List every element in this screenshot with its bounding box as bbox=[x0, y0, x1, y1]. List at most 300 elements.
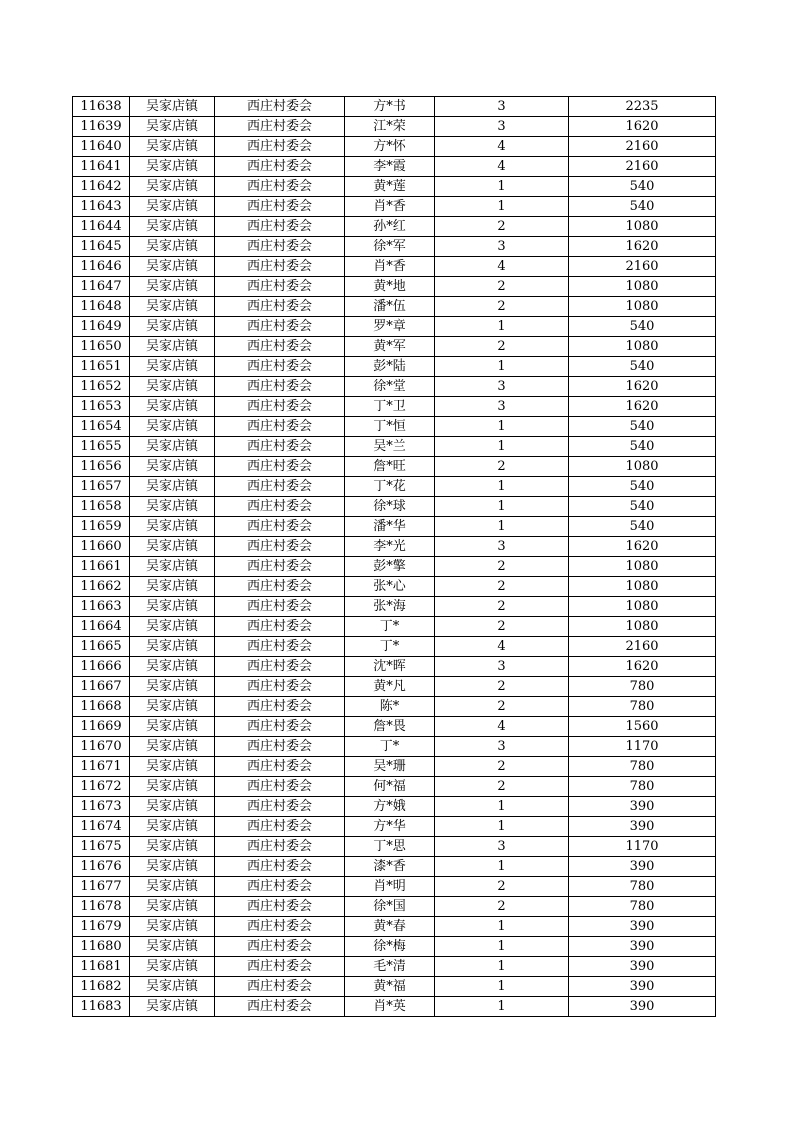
village-cell: 西庄村委会 bbox=[215, 397, 345, 417]
amount-cell: 540 bbox=[569, 417, 716, 437]
amount-cell: 540 bbox=[569, 177, 716, 197]
village-cell: 西庄村委会 bbox=[215, 437, 345, 457]
name-cell: 毛*清 bbox=[345, 957, 435, 977]
amount-cell: 1080 bbox=[569, 597, 716, 617]
row-id-cell: 11679 bbox=[73, 917, 130, 937]
row-id-cell: 11651 bbox=[73, 357, 130, 377]
town-cell: 吴家店镇 bbox=[130, 537, 215, 557]
village-cell: 西庄村委会 bbox=[215, 357, 345, 377]
row-id-cell: 11669 bbox=[73, 717, 130, 737]
town-cell: 吴家店镇 bbox=[130, 937, 215, 957]
amount-cell: 2235 bbox=[569, 97, 716, 117]
household-count-cell: 2 bbox=[435, 677, 569, 697]
name-cell: 丁*卫 bbox=[345, 397, 435, 417]
name-cell: 何*福 bbox=[345, 777, 435, 797]
name-cell: 罗*章 bbox=[345, 317, 435, 337]
village-cell: 西庄村委会 bbox=[215, 777, 345, 797]
amount-cell: 2160 bbox=[569, 157, 716, 177]
roster-table bbox=[72, 96, 716, 1017]
row-id-cell: 11641 bbox=[73, 157, 130, 177]
town-cell: 吴家店镇 bbox=[130, 357, 215, 377]
table-row bbox=[73, 417, 716, 437]
row-id-cell: 11656 bbox=[73, 457, 130, 477]
household-count-cell: 2 bbox=[435, 297, 569, 317]
table-row bbox=[73, 857, 716, 877]
household-count-cell: 2 bbox=[435, 277, 569, 297]
town-cell: 吴家店镇 bbox=[130, 997, 215, 1017]
table-row bbox=[73, 817, 716, 837]
row-id-cell: 11644 bbox=[73, 217, 130, 237]
household-count-cell: 1 bbox=[435, 797, 569, 817]
amount-cell: 1560 bbox=[569, 717, 716, 737]
household-count-cell: 4 bbox=[435, 717, 569, 737]
name-cell: 徐*球 bbox=[345, 497, 435, 517]
table-row bbox=[73, 617, 716, 637]
village-cell: 西庄村委会 bbox=[215, 657, 345, 677]
household-count-cell: 1 bbox=[435, 997, 569, 1017]
name-cell: 张*心 bbox=[345, 577, 435, 597]
row-id-cell: 11678 bbox=[73, 897, 130, 917]
amount-cell: 1080 bbox=[569, 277, 716, 297]
village-cell: 西庄村委会 bbox=[215, 757, 345, 777]
name-cell: 张*海 bbox=[345, 597, 435, 617]
town-cell: 吴家店镇 bbox=[130, 437, 215, 457]
household-count-cell: 2 bbox=[435, 577, 569, 597]
household-count-cell: 1 bbox=[435, 477, 569, 497]
table-row bbox=[73, 797, 716, 817]
row-id-cell: 11649 bbox=[73, 317, 130, 337]
village-cell: 西庄村委会 bbox=[215, 717, 345, 737]
table-row bbox=[73, 657, 716, 677]
row-id-cell: 11681 bbox=[73, 957, 130, 977]
village-cell: 西庄村委会 bbox=[215, 177, 345, 197]
household-count-cell: 2 bbox=[435, 337, 569, 357]
row-id-cell: 11655 bbox=[73, 437, 130, 457]
village-cell: 西庄村委会 bbox=[215, 297, 345, 317]
name-cell: 彭*陆 bbox=[345, 357, 435, 377]
table-row bbox=[73, 697, 716, 717]
town-cell: 吴家店镇 bbox=[130, 177, 215, 197]
household-count-cell: 1 bbox=[435, 357, 569, 377]
household-count-cell: 3 bbox=[435, 117, 569, 137]
village-cell: 西庄村委会 bbox=[215, 857, 345, 877]
town-cell: 吴家店镇 bbox=[130, 737, 215, 757]
village-cell: 西庄村委会 bbox=[215, 237, 345, 257]
town-cell: 吴家店镇 bbox=[130, 297, 215, 317]
row-id-cell: 11666 bbox=[73, 657, 130, 677]
amount-cell: 1620 bbox=[569, 397, 716, 417]
town-cell: 吴家店镇 bbox=[130, 137, 215, 157]
name-cell: 徐*堂 bbox=[345, 377, 435, 397]
name-cell: 徐*梅 bbox=[345, 937, 435, 957]
amount-cell: 2160 bbox=[569, 637, 716, 657]
amount-cell: 1080 bbox=[569, 457, 716, 477]
row-id-cell: 11654 bbox=[73, 417, 130, 437]
row-id-cell: 11663 bbox=[73, 597, 130, 617]
household-count-cell: 1 bbox=[435, 817, 569, 837]
table-row bbox=[73, 257, 716, 277]
amount-cell: 390 bbox=[569, 957, 716, 977]
village-cell: 西庄村委会 bbox=[215, 257, 345, 277]
row-id-cell: 11657 bbox=[73, 477, 130, 497]
town-cell: 吴家店镇 bbox=[130, 237, 215, 257]
village-cell: 西庄村委会 bbox=[215, 997, 345, 1017]
amount-cell: 780 bbox=[569, 677, 716, 697]
table-row bbox=[73, 737, 716, 757]
village-cell: 西庄村委会 bbox=[215, 617, 345, 637]
row-id-cell: 11640 bbox=[73, 137, 130, 157]
village-cell: 西庄村委会 bbox=[215, 197, 345, 217]
amount-cell: 540 bbox=[569, 437, 716, 457]
village-cell: 西庄村委会 bbox=[215, 317, 345, 337]
town-cell: 吴家店镇 bbox=[130, 617, 215, 637]
amount-cell: 2160 bbox=[569, 137, 716, 157]
table-row bbox=[73, 517, 716, 537]
village-cell: 西庄村委会 bbox=[215, 837, 345, 857]
household-count-cell: 2 bbox=[435, 697, 569, 717]
village-cell: 西庄村委会 bbox=[215, 797, 345, 817]
village-cell: 西庄村委会 bbox=[215, 497, 345, 517]
table-row bbox=[73, 757, 716, 777]
row-id-cell: 11670 bbox=[73, 737, 130, 757]
amount-cell: 1080 bbox=[569, 297, 716, 317]
name-cell: 李*霞 bbox=[345, 157, 435, 177]
town-cell: 吴家店镇 bbox=[130, 457, 215, 477]
household-count-cell: 4 bbox=[435, 257, 569, 277]
village-cell: 西庄村委会 bbox=[215, 917, 345, 937]
household-count-cell: 1 bbox=[435, 497, 569, 517]
village-cell: 西庄村委会 bbox=[215, 137, 345, 157]
household-count-cell: 1 bbox=[435, 177, 569, 197]
amount-cell: 1620 bbox=[569, 657, 716, 677]
table-row bbox=[73, 277, 716, 297]
town-cell: 吴家店镇 bbox=[130, 717, 215, 737]
name-cell: 沈*晖 bbox=[345, 657, 435, 677]
table-row bbox=[73, 377, 716, 397]
household-count-cell: 3 bbox=[435, 237, 569, 257]
table-row bbox=[73, 357, 716, 377]
table-row bbox=[73, 177, 716, 197]
name-cell: 陈* bbox=[345, 697, 435, 717]
village-cell: 西庄村委会 bbox=[215, 637, 345, 657]
town-cell: 吴家店镇 bbox=[130, 377, 215, 397]
table-row bbox=[73, 957, 716, 977]
village-cell: 西庄村委会 bbox=[215, 537, 345, 557]
row-id-cell: 11683 bbox=[73, 997, 130, 1017]
household-count-cell: 1 bbox=[435, 957, 569, 977]
amount-cell: 1080 bbox=[569, 617, 716, 637]
village-cell: 西庄村委会 bbox=[215, 897, 345, 917]
name-cell: 徐*国 bbox=[345, 897, 435, 917]
table-row bbox=[73, 577, 716, 597]
amount-cell: 390 bbox=[569, 977, 716, 997]
table-row bbox=[73, 217, 716, 237]
row-id-cell: 11648 bbox=[73, 297, 130, 317]
row-id-cell: 11642 bbox=[73, 177, 130, 197]
table-row bbox=[73, 977, 716, 997]
name-cell: 詹*畏 bbox=[345, 717, 435, 737]
town-cell: 吴家店镇 bbox=[130, 697, 215, 717]
amount-cell: 1620 bbox=[569, 377, 716, 397]
table-row bbox=[73, 337, 716, 357]
amount-cell: 390 bbox=[569, 917, 716, 937]
row-id-cell: 11674 bbox=[73, 817, 130, 837]
name-cell: 黄*福 bbox=[345, 977, 435, 997]
name-cell: 丁*思 bbox=[345, 837, 435, 857]
row-id-cell: 11646 bbox=[73, 257, 130, 277]
row-id-cell: 11661 bbox=[73, 557, 130, 577]
row-id-cell: 11680 bbox=[73, 937, 130, 957]
village-cell: 西庄村委会 bbox=[215, 977, 345, 997]
village-cell: 西庄村委会 bbox=[215, 377, 345, 397]
household-count-cell: 1 bbox=[435, 417, 569, 437]
table-row bbox=[73, 637, 716, 657]
household-count-cell: 2 bbox=[435, 557, 569, 577]
name-cell: 肖*香 bbox=[345, 257, 435, 277]
name-cell: 丁*花 bbox=[345, 477, 435, 497]
table-row bbox=[73, 157, 716, 177]
name-cell: 詹*旺 bbox=[345, 457, 435, 477]
row-id-cell: 11668 bbox=[73, 697, 130, 717]
amount-cell: 540 bbox=[569, 517, 716, 537]
village-cell: 西庄村委会 bbox=[215, 337, 345, 357]
village-cell: 西庄村委会 bbox=[215, 217, 345, 237]
household-count-cell: 2 bbox=[435, 597, 569, 617]
name-cell: 黄*莲 bbox=[345, 177, 435, 197]
household-count-cell: 1 bbox=[435, 197, 569, 217]
name-cell: 潘*伍 bbox=[345, 297, 435, 317]
amount-cell: 390 bbox=[569, 797, 716, 817]
table-row bbox=[73, 97, 716, 117]
town-cell: 吴家店镇 bbox=[130, 117, 215, 137]
household-count-cell: 2 bbox=[435, 777, 569, 797]
table-row bbox=[73, 557, 716, 577]
amount-cell: 1080 bbox=[569, 217, 716, 237]
household-count-cell: 3 bbox=[435, 97, 569, 117]
table-row bbox=[73, 297, 716, 317]
table-row bbox=[73, 397, 716, 417]
row-id-cell: 11660 bbox=[73, 537, 130, 557]
amount-cell: 540 bbox=[569, 497, 716, 517]
town-cell: 吴家店镇 bbox=[130, 637, 215, 657]
household-count-cell: 2 bbox=[435, 617, 569, 637]
row-id-cell: 11667 bbox=[73, 677, 130, 697]
town-cell: 吴家店镇 bbox=[130, 317, 215, 337]
name-cell: 方*华 bbox=[345, 817, 435, 837]
table-row bbox=[73, 537, 716, 557]
table-row bbox=[73, 237, 716, 257]
name-cell: 潘*华 bbox=[345, 517, 435, 537]
town-cell: 吴家店镇 bbox=[130, 957, 215, 977]
village-cell: 西庄村委会 bbox=[215, 457, 345, 477]
name-cell: 黄*凡 bbox=[345, 677, 435, 697]
town-cell: 吴家店镇 bbox=[130, 757, 215, 777]
row-id-cell: 11662 bbox=[73, 577, 130, 597]
village-cell: 西庄村委会 bbox=[215, 277, 345, 297]
village-cell: 西庄村委会 bbox=[215, 157, 345, 177]
row-id-cell: 11659 bbox=[73, 517, 130, 537]
name-cell: 漆*香 bbox=[345, 857, 435, 877]
row-id-cell: 11643 bbox=[73, 197, 130, 217]
table-row bbox=[73, 777, 716, 797]
town-cell: 吴家店镇 bbox=[130, 217, 215, 237]
name-cell: 彭*擎 bbox=[345, 557, 435, 577]
name-cell: 江*荣 bbox=[345, 117, 435, 137]
amount-cell: 780 bbox=[569, 897, 716, 917]
table-row bbox=[73, 877, 716, 897]
household-count-cell: 1 bbox=[435, 977, 569, 997]
amount-cell: 540 bbox=[569, 197, 716, 217]
name-cell: 方*书 bbox=[345, 97, 435, 117]
table-row bbox=[73, 717, 716, 737]
name-cell: 孙*红 bbox=[345, 217, 435, 237]
household-count-cell: 1 bbox=[435, 517, 569, 537]
row-id-cell: 11650 bbox=[73, 337, 130, 357]
household-count-cell: 4 bbox=[435, 157, 569, 177]
row-id-cell: 11672 bbox=[73, 777, 130, 797]
household-count-cell: 1 bbox=[435, 937, 569, 957]
row-id-cell: 11658 bbox=[73, 497, 130, 517]
town-cell: 吴家店镇 bbox=[130, 877, 215, 897]
village-cell: 西庄村委会 bbox=[215, 697, 345, 717]
row-id-cell: 11664 bbox=[73, 617, 130, 637]
village-cell: 西庄村委会 bbox=[215, 557, 345, 577]
village-cell: 西庄村委会 bbox=[215, 417, 345, 437]
name-cell: 丁* bbox=[345, 737, 435, 757]
table-row bbox=[73, 997, 716, 1017]
household-count-cell: 3 bbox=[435, 837, 569, 857]
roster-table-body bbox=[73, 97, 716, 1017]
row-id-cell: 11677 bbox=[73, 877, 130, 897]
table-row bbox=[73, 677, 716, 697]
household-count-cell: 4 bbox=[435, 637, 569, 657]
name-cell: 黄*军 bbox=[345, 337, 435, 357]
amount-cell: 390 bbox=[569, 997, 716, 1017]
amount-cell: 540 bbox=[569, 317, 716, 337]
row-id-cell: 11638 bbox=[73, 97, 130, 117]
row-id-cell: 11676 bbox=[73, 857, 130, 877]
name-cell: 黄*地 bbox=[345, 277, 435, 297]
town-cell: 吴家店镇 bbox=[130, 277, 215, 297]
village-cell: 西庄村委会 bbox=[215, 597, 345, 617]
amount-cell: 780 bbox=[569, 697, 716, 717]
town-cell: 吴家店镇 bbox=[130, 817, 215, 837]
household-count-cell: 3 bbox=[435, 737, 569, 757]
town-cell: 吴家店镇 bbox=[130, 497, 215, 517]
town-cell: 吴家店镇 bbox=[130, 597, 215, 617]
village-cell: 西庄村委会 bbox=[215, 937, 345, 957]
village-cell: 西庄村委会 bbox=[215, 97, 345, 117]
table-row bbox=[73, 597, 716, 617]
household-count-cell: 2 bbox=[435, 897, 569, 917]
amount-cell: 780 bbox=[569, 877, 716, 897]
town-cell: 吴家店镇 bbox=[130, 557, 215, 577]
table-row bbox=[73, 457, 716, 477]
row-id-cell: 11647 bbox=[73, 277, 130, 297]
household-count-cell: 1 bbox=[435, 917, 569, 937]
household-count-cell: 3 bbox=[435, 377, 569, 397]
row-id-cell: 11673 bbox=[73, 797, 130, 817]
table-row bbox=[73, 917, 716, 937]
household-count-cell: 4 bbox=[435, 137, 569, 157]
amount-cell: 1080 bbox=[569, 577, 716, 597]
row-id-cell: 11645 bbox=[73, 237, 130, 257]
town-cell: 吴家店镇 bbox=[130, 337, 215, 357]
name-cell: 丁* bbox=[345, 637, 435, 657]
household-count-cell: 2 bbox=[435, 757, 569, 777]
table-row bbox=[73, 477, 716, 497]
row-id-cell: 11652 bbox=[73, 377, 130, 397]
amount-cell: 390 bbox=[569, 817, 716, 837]
amount-cell: 1080 bbox=[569, 337, 716, 357]
name-cell: 肖*香 bbox=[345, 197, 435, 217]
name-cell: 丁*恒 bbox=[345, 417, 435, 437]
town-cell: 吴家店镇 bbox=[130, 257, 215, 277]
name-cell: 方*娥 bbox=[345, 797, 435, 817]
town-cell: 吴家店镇 bbox=[130, 797, 215, 817]
amount-cell: 1620 bbox=[569, 537, 716, 557]
row-id-cell: 11675 bbox=[73, 837, 130, 857]
name-cell: 李*光 bbox=[345, 537, 435, 557]
amount-cell: 390 bbox=[569, 857, 716, 877]
table-row bbox=[73, 197, 716, 217]
table-row bbox=[73, 497, 716, 517]
table-row bbox=[73, 937, 716, 957]
name-cell: 吴*兰 bbox=[345, 437, 435, 457]
town-cell: 吴家店镇 bbox=[130, 917, 215, 937]
town-cell: 吴家店镇 bbox=[130, 477, 215, 497]
town-cell: 吴家店镇 bbox=[130, 857, 215, 877]
amount-cell: 390 bbox=[569, 937, 716, 957]
amount-cell: 2160 bbox=[569, 257, 716, 277]
household-count-cell: 1 bbox=[435, 317, 569, 337]
name-cell: 徐*军 bbox=[345, 237, 435, 257]
name-cell: 吴*珊 bbox=[345, 757, 435, 777]
town-cell: 吴家店镇 bbox=[130, 657, 215, 677]
amount-cell: 1170 bbox=[569, 737, 716, 757]
name-cell: 肖*英 bbox=[345, 997, 435, 1017]
amount-cell: 780 bbox=[569, 757, 716, 777]
village-cell: 西庄村委会 bbox=[215, 477, 345, 497]
town-cell: 吴家店镇 bbox=[130, 97, 215, 117]
household-count-cell: 2 bbox=[435, 217, 569, 237]
name-cell: 黄*春 bbox=[345, 917, 435, 937]
name-cell: 肖*明 bbox=[345, 877, 435, 897]
table-row bbox=[73, 317, 716, 337]
amount-cell: 780 bbox=[569, 777, 716, 797]
row-id-cell: 11639 bbox=[73, 117, 130, 137]
household-count-cell: 3 bbox=[435, 537, 569, 557]
amount-cell: 1620 bbox=[569, 237, 716, 257]
village-cell: 西庄村委会 bbox=[215, 957, 345, 977]
household-count-cell: 2 bbox=[435, 457, 569, 477]
town-cell: 吴家店镇 bbox=[130, 517, 215, 537]
town-cell: 吴家店镇 bbox=[130, 777, 215, 797]
table-row bbox=[73, 437, 716, 457]
town-cell: 吴家店镇 bbox=[130, 397, 215, 417]
table-row bbox=[73, 117, 716, 137]
town-cell: 吴家店镇 bbox=[130, 977, 215, 997]
town-cell: 吴家店镇 bbox=[130, 197, 215, 217]
name-cell: 丁* bbox=[345, 617, 435, 637]
name-cell: 方*怀 bbox=[345, 137, 435, 157]
amount-cell: 1080 bbox=[569, 557, 716, 577]
village-cell: 西庄村委会 bbox=[215, 517, 345, 537]
household-count-cell: 3 bbox=[435, 397, 569, 417]
village-cell: 西庄村委会 bbox=[215, 577, 345, 597]
amount-cell: 1620 bbox=[569, 117, 716, 137]
amount-cell: 540 bbox=[569, 357, 716, 377]
